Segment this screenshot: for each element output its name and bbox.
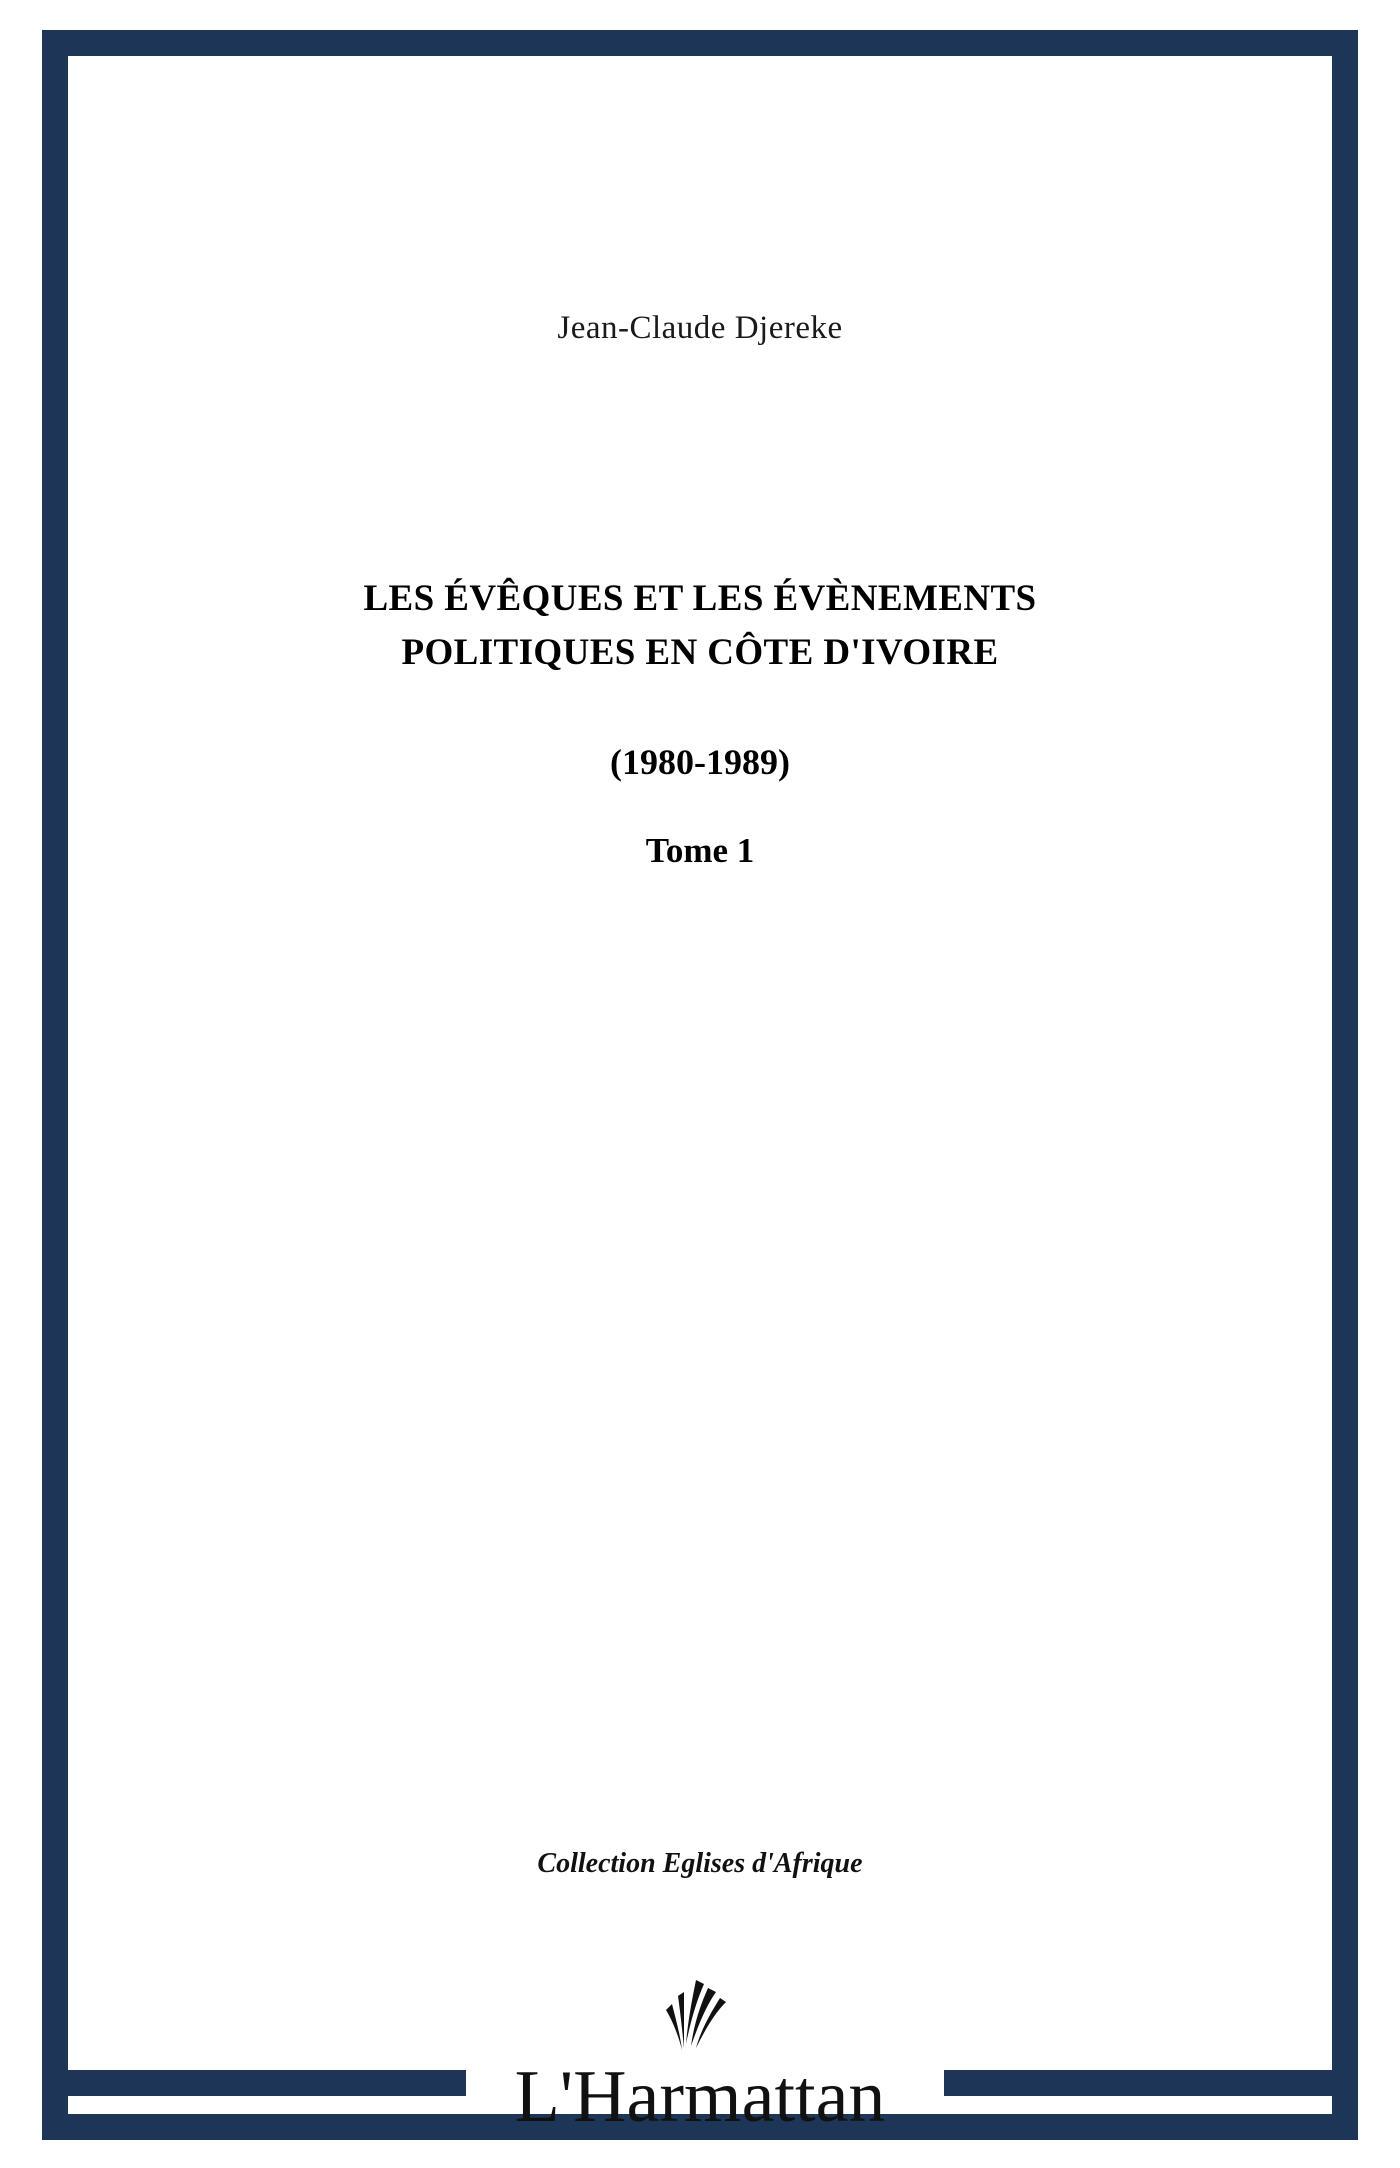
cover-content bbox=[94, 82, 1306, 2138]
cover-inner-area bbox=[94, 82, 1306, 2138]
publisher-block bbox=[94, 2000, 1306, 2150]
publisher-name: L'Harmattan bbox=[514, 2056, 886, 2138]
cover-border-frame bbox=[42, 30, 1358, 2140]
collection-name: Collection Eglises d'Afrique bbox=[537, 1848, 863, 1879]
cover-card bbox=[42, 30, 1358, 2140]
author-name: Jean-Claude Djereke bbox=[557, 310, 843, 346]
book-title-line-2: POLITIQUES EN CÔTE D'IVOIRE bbox=[401, 631, 999, 673]
book-title-line-1: LES ÉVÊQUES ET LES ÉVÈNEMENTS bbox=[363, 578, 1037, 619]
book-volume: Tome 1 bbox=[645, 831, 755, 871]
title-block bbox=[184, 572, 1216, 871]
book-title-years: (1980-1989) bbox=[610, 742, 790, 783]
